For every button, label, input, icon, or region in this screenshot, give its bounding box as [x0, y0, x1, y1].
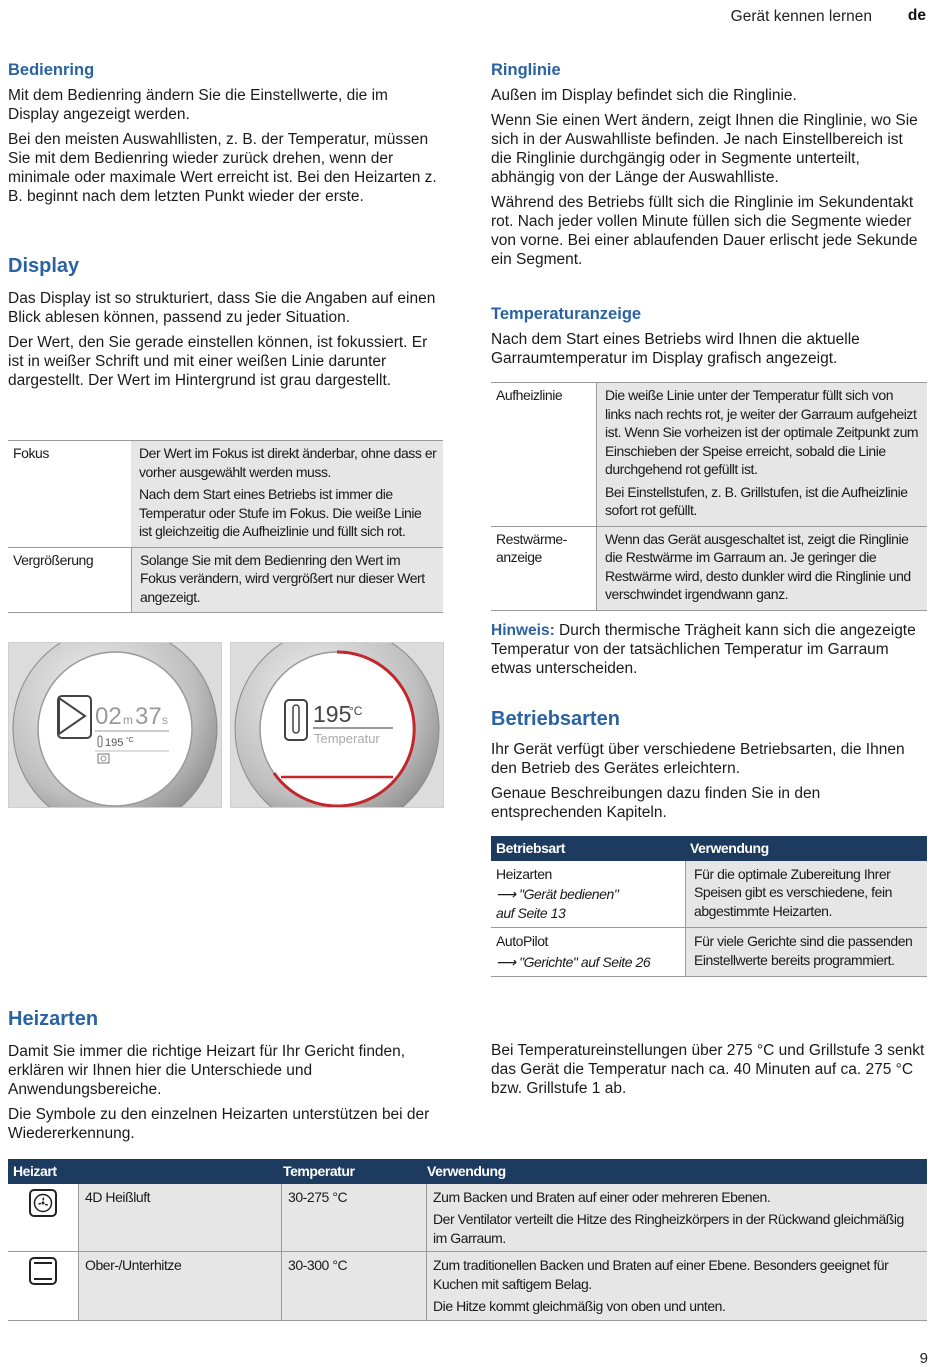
- temperaturanzeige-heading: Temperaturanzeige: [491, 305, 642, 323]
- heizarten-paragraph-1: Damit Sie immer die richtige Heizart für Ihr Gericht finden, erklären wir Ihnen hier die Unterschiede und Anwendungsbereiche.: [8, 1043, 406, 1098]
- arrow-right-icon: ⟶: [496, 886, 516, 902]
- bedienring-heading: Bedienring: [8, 61, 95, 79]
- betriebsarten-paragraph-1: Ihr Gerät verfügt über verschiedene Betriebsarten, die Ihnen den Betrieb des Gerätes erleichtern.: [491, 741, 905, 777]
- ringlinie-heading: Ringlinie: [491, 61, 561, 79]
- betriebsarten-table: [491, 836, 927, 977]
- hinweis-note: [491, 621, 926, 678]
- page-reference-link[interactable]: [496, 885, 680, 904]
- ringlinie-section: [491, 61, 926, 269]
- hinweis-text: Durch thermische Trägheit kann sich die angezeigte Temperatur von der tatsächlichen Temperatur im Garraum etwas unterscheiden.: [491, 622, 916, 677]
- heizarten-heading: Heizarten: [8, 1008, 99, 1030]
- language-code: de: [907, 7, 926, 24]
- verwendung-cell: Für viele Gerichte sind die passenden Einstellwerte bereits programmiert.: [685, 928, 927, 976]
- page-reference-text: "Gerichte" auf Seite 26: [519, 953, 651, 970]
- heizarten-temperature-note: [491, 1041, 926, 1098]
- display-table-text: Nach dem Start eines Betriebs ist immer die Temperatur oder Stufe im Fokus. Die weiße Linie ist gleichzeitig die Aufheizlinie und füllt sich rot.: [139, 486, 422, 539]
- temperaturanzeige-table-text: Bei Einstellstufen, z. B. Grillstufen, ist die Aufheizlinie sofort rot gefüllt.: [605, 483, 908, 518]
- temperaturanzeige-paragraph: Nach dem Start eines Betriebs wird Ihnen die aktuelle Garraumtemperatur im Display grafisch angezeigt.: [491, 331, 860, 367]
- temperaturanzeige-table-row: [491, 526, 927, 610]
- heizarten-paragraph-3: Bei Temperatureinstellungen über 275 °C und Grillstufe 3 senkt das Gerät die Temperatur nach ca. 40 Minuten auf ca. 275 °C bzw. Grillstufe 1 ab.: [491, 1042, 925, 1097]
- heizart-temperature: 30-300 °C: [281, 1252, 426, 1320]
- bedienring-section: [8, 61, 440, 206]
- temperaturanzeige-table-value: [596, 383, 927, 526]
- heizart-verwendung: [426, 1252, 927, 1320]
- heizart-verwendung: [426, 1184, 927, 1252]
- betriebsarten-heading: Betriebsarten: [491, 708, 620, 730]
- temperaturanzeige-table: [491, 382, 927, 611]
- temperaturanzeige-section: [491, 305, 926, 368]
- top-bottom-heat-icon: [28, 1256, 58, 1286]
- ringlinie-paragraph-1: Außen im Display befindet sich die Ringlinie.: [491, 87, 797, 104]
- heizart-name: Ober-/Unterhitze: [78, 1252, 281, 1320]
- arrow-right-icon: ⟶: [496, 953, 516, 970]
- column-header-temperatur: Temperatur: [283, 1163, 355, 1179]
- timer-temperature-unit: °C: [126, 737, 134, 744]
- timer-seconds: 37: [135, 703, 162, 730]
- fan-heat-icon: [28, 1188, 58, 1218]
- verwendung-cell: Für die optimale Zubereitung Ihrer Speisen gibt es verschiedene, fein abgestimmte Heizarten.: [685, 861, 927, 928]
- column-header-heizart: Heizart: [13, 1163, 57, 1179]
- heizart-name: 4D Heißluft: [78, 1184, 281, 1252]
- display-paragraph-2: Der Wert, den Sie gerade einstellen können, ist fokussiert. Er ist in weißer Schrift und mit einer weißen Linie darunter dargestellt. Der Wert im Hintergrund ist grau dargestellt.: [8, 334, 428, 389]
- page-number: 9: [919, 1350, 928, 1367]
- ringlinie-paragraph-3: Während des Betriebs füllt sich die Ringlinie im Sekundentakt rot. Nach jeder vollen Minute füllen sich die Segmente wieder von vorne. Bei einer ablaufenden Dauer erlischt jede Sekunde ein Segment.: [491, 194, 918, 268]
- column-header-verwendung: Verwendung: [690, 840, 769, 856]
- betriebsarten-section: [491, 708, 926, 822]
- page-reference-page[interactable]: auf Seite 13: [496, 904, 566, 921]
- temperature-value: 195: [313, 701, 352, 727]
- display-table-label: Vergrößerung: [13, 551, 94, 568]
- temperaturanzeige-table-text: Die weiße Linie unter der Temperatur füllt sich von links nach rechts rot, je weiter der Garraum aufgeheizt ist. Wenn Sie vorheizen ist der optimale Zeitpunkt zum Einschieben der Speise erreicht, sobald die Linie durchgehend rot gefüllt ist.: [605, 387, 919, 477]
- temperaturanzeige-table-label: Aufheizlinie: [496, 387, 563, 403]
- temperaturanzeige-table-value: [596, 527, 927, 610]
- table-row: [8, 1251, 927, 1320]
- temperaturanzeige-table-text: Wenn das Gerät ausgeschaltet ist, zeigt die Ringlinie die Restwärme im Garraum an. Je geringer die Restwärme wird, desto dunkler wird die Ringlinie und verschwindet irgendwann ganz.: [605, 530, 911, 602]
- betriebsarten-paragraph-2: Genaue Beschreibungen dazu finden Sie in den entsprechenden Kapiteln.: [491, 785, 821, 821]
- oven-dial-illustration: [9, 643, 221, 807]
- temperaturanzeige-table-label: Restwärme-anzeige: [496, 530, 567, 565]
- bedienring-paragraph-2: Bei den meisten Auswahllisten, z. B. der Temperatur, müssen Sie mit dem Bedienring wieder zurück drehen, wenn der minimale oder maximale Wert erreicht ist. Bei den Heizarten z. B. beginnt nach dem letzten Punkt wieder der erste.: [8, 131, 437, 205]
- column-header-betriebsart: Betriebsart: [496, 840, 565, 856]
- timer-minutes: 02: [95, 703, 122, 730]
- oven-dial-illustration: [231, 643, 443, 807]
- betriebsart-name: AutoPilot: [496, 933, 548, 949]
- running-header-title: Gerät kennen lernen: [730, 8, 872, 25]
- display-table-text: Solange Sie mit dem Bedienring den Wert im Fokus verändern, wird vergrößert nur dieser Wert angezeigt.: [140, 551, 425, 605]
- betriebsart-cell: [491, 861, 685, 928]
- table-row: [491, 927, 927, 976]
- temperature-unit: °C: [349, 704, 363, 718]
- bedienring-paragraph-1: Mit dem Bedienring ändern Sie die Einstellwerte, die im Display angezeigt werden.: [8, 87, 388, 123]
- heizart-verwendung-text: Zum Backen und Braten auf einer oder mehreren Ebenen.: [433, 1188, 771, 1205]
- temperaturanzeige-table-row: [491, 383, 927, 526]
- display-table-value: [131, 441, 443, 547]
- betriebsarten-table-header: [491, 836, 927, 861]
- display-image-timer: [8, 642, 222, 808]
- heizart-verwendung-text: Die Hitze kommt gleichmäßig von oben und unten.: [433, 1298, 726, 1314]
- heizart-verwendung-text: Der Ventilator verteilt die Hitze des Ringheizkörpers in der Rückwand gleichmäßig im Garraum.: [433, 1211, 904, 1246]
- timer-minutes-unit: m: [123, 713, 133, 727]
- heizart-verwendung-text: Zum traditionellen Backen und Braten auf einer Ebene. Besonders geeignet für Kuchen mit saftigem Belag.: [433, 1257, 889, 1292]
- hinweis-label: Hinweis:: [491, 622, 555, 639]
- heizart-icon-cell: [8, 1184, 78, 1252]
- table-row: [491, 861, 927, 928]
- heizart-temperature: 30-275 °C: [281, 1184, 426, 1252]
- table-row: [8, 1184, 927, 1252]
- display-heading: Display: [8, 255, 80, 277]
- heizart-icon-cell: [8, 1252, 78, 1320]
- heizarten-paragraph-2: Die Symbole zu den einzelnen Heizarten unterstützen bei der Wiedererkennung.: [8, 1106, 430, 1142]
- display-paragraph-1: Das Display ist so strukturiert, dass Sie die Angaben auf einen Blick ablesen können, passend zu jeder Situation.: [8, 290, 436, 326]
- page-reference-link[interactable]: [496, 953, 680, 972]
- page-reference-text: "Gerät bedienen": [519, 886, 619, 902]
- display-table-row: [8, 547, 443, 613]
- display-table-text: Der Wert im Fokus ist direkt änderbar, ohne dass er vorher ausgewählt werden muss.: [139, 445, 437, 480]
- display-table: [8, 440, 443, 613]
- heizarten-section: [8, 1008, 440, 1143]
- display-table-row: [8, 441, 443, 547]
- display-table-value: [131, 548, 443, 613]
- heizarten-table: [8, 1159, 927, 1321]
- timer-temperature: 195: [105, 737, 124, 749]
- display-section: [8, 255, 440, 390]
- display-image-temperature: [230, 642, 444, 808]
- betriebsart-cell: [491, 928, 685, 976]
- ringlinie-paragraph-2: Wenn Sie einen Wert ändern, zeigt Ihnen die Ringlinie, wo Sie sich in der Auswahlliste befinden. Je nach Einstellbereich ist die Ringlinie durchgängig oder in Segmente unterteilt, abhängig von der Länge der Auswahlliste.: [491, 112, 918, 186]
- timer-seconds-unit: s: [162, 713, 168, 727]
- heizarten-table-header: [8, 1159, 927, 1184]
- column-header-verwendung: Verwendung: [427, 1163, 506, 1179]
- betriebsart-name: Heizarten: [496, 865, 552, 882]
- temperature-label: Temperatur: [314, 731, 380, 746]
- display-table-label: Fokus: [13, 445, 49, 461]
